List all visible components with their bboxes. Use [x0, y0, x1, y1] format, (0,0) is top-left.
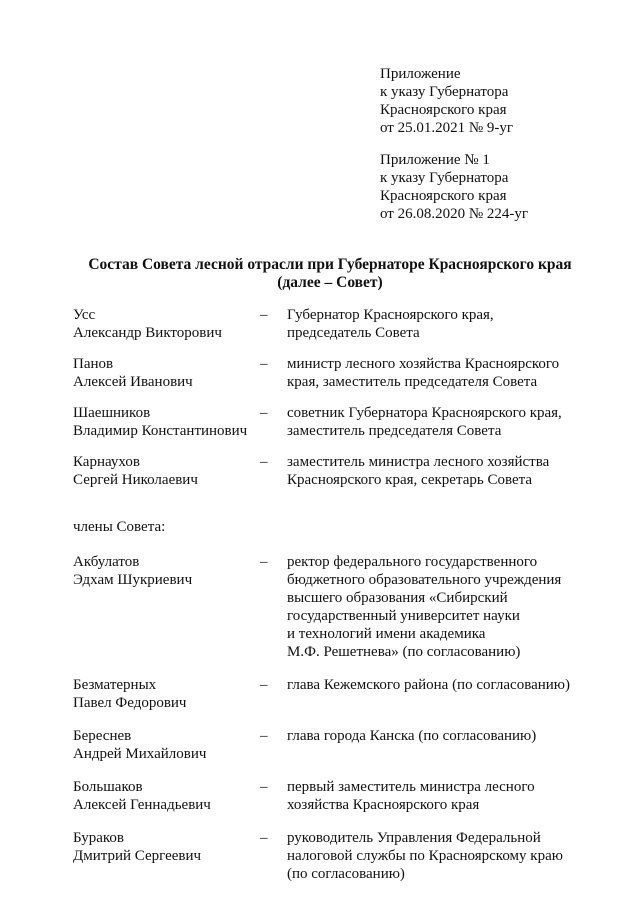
role-line: руководитель Управления Федеральной	[287, 830, 541, 846]
appendix-line: Приложение	[380, 66, 461, 82]
role-line: налоговой службы по Красноярскому краю	[287, 848, 563, 864]
member-row	[73, 453, 633, 489]
members-section-label: члены Совета:	[73, 519, 166, 535]
member-name	[73, 453, 260, 489]
role-line: Красноярского края, секретарь Совета	[287, 472, 533, 488]
role-line: Губернатор Красноярского края,	[287, 307, 494, 323]
dash-separator: –	[260, 356, 268, 372]
role-line: министр лесного хозяйства Красноярского	[287, 356, 560, 372]
dash-separator: –	[260, 779, 268, 795]
appendix-original-header	[380, 151, 630, 223]
member-given-name: Сергей Николаевич	[73, 472, 198, 488]
member-given-name: Эдхам Шукриевич	[73, 572, 193, 588]
title-line-1: Состав Совета лесной отрасли при Губернаторе Красноярского края	[88, 256, 572, 273]
member-role	[287, 829, 633, 883]
document-title	[40, 256, 620, 292]
member-given-name: Александр Викторович	[73, 325, 222, 341]
role-line: и технологий имени академика	[287, 626, 486, 642]
member-role	[287, 676, 633, 694]
role-line: М.Ф. Решетнева» (по согласованию)	[287, 644, 521, 660]
member-name	[73, 553, 260, 589]
dash-separator: –	[260, 405, 268, 421]
member-row	[73, 778, 633, 814]
dash-separator: –	[260, 677, 268, 693]
member-given-name: Дмитрий Сергеевич	[73, 848, 202, 864]
role-line: ректор федерального государственного	[287, 554, 538, 570]
member-row	[73, 553, 633, 661]
role-line: советник Губернатора Красноярского края,	[287, 405, 562, 421]
role-line: хозяйства Красноярского края	[287, 797, 480, 813]
title-line-2: (далее – Совет)	[277, 274, 383, 291]
member-given-name: Алексей Иванович	[73, 374, 193, 390]
appendix-line: Красноярского края	[380, 102, 507, 118]
member-name	[73, 778, 260, 814]
role-line: глава города Канска (по согласованию)	[287, 728, 537, 744]
member-name	[73, 676, 260, 712]
member-surname: Бураков	[73, 830, 125, 846]
member-surname: Карнаухов	[73, 454, 140, 470]
dash-separator: –	[260, 728, 268, 744]
role-line: заместитель министра лесного хозяйства	[287, 454, 550, 470]
member-role	[287, 306, 633, 342]
role-line: первый заместитель министра лесного	[287, 779, 535, 795]
appendix-line: к указу Губернатора	[380, 84, 509, 100]
dash-separator: –	[260, 307, 268, 323]
appendix-line: Красноярского края	[380, 188, 507, 204]
member-surname: Береснев	[73, 728, 132, 744]
member-name	[73, 355, 260, 391]
member-name	[73, 404, 260, 440]
member-row	[73, 727, 633, 763]
role-line: председатель Совета	[287, 325, 420, 341]
member-given-name: Павел Федорович	[73, 695, 187, 711]
appendix-line: Приложение № 1	[380, 152, 490, 168]
member-role	[287, 778, 633, 814]
role-line: высшего образования «Сибирский	[287, 590, 508, 606]
member-role	[287, 727, 633, 745]
member-row	[73, 404, 633, 440]
member-name	[73, 306, 260, 342]
role-line: глава Кежемского района (по согласованию)	[287, 677, 570, 693]
appendix-line: к указу Губернатора	[380, 170, 509, 186]
member-row	[73, 306, 633, 342]
role-line: края, заместитель председателя Совета	[287, 374, 538, 390]
dash-separator: –	[260, 454, 268, 470]
council-composition	[73, 306, 633, 898]
role-line: (по согласованию)	[287, 866, 405, 882]
appendix-line: от 25.01.2021 № 9-уг	[380, 120, 514, 136]
member-given-name: Алексей Геннадьевич	[73, 797, 211, 813]
dash-separator: –	[260, 830, 268, 846]
appendix-line: от 26.08.2020 № 224-уг	[380, 206, 529, 222]
member-row	[73, 355, 633, 391]
member-surname: Усс	[73, 307, 96, 323]
member-surname: Большаков	[73, 779, 143, 795]
member-surname: Панов	[73, 356, 114, 372]
member-role	[287, 355, 633, 391]
appendix-header	[380, 65, 630, 137]
member-name	[73, 829, 260, 865]
member-row	[73, 829, 633, 883]
member-given-name: Владимир Константинович	[73, 423, 248, 439]
member-row	[73, 676, 633, 712]
member-name	[73, 727, 260, 763]
member-given-name: Андрей Михайлович	[73, 746, 207, 762]
member-surname: Безматерных	[73, 677, 157, 693]
role-line: заместитель председателя Совета	[287, 423, 502, 439]
dash-separator: –	[260, 554, 268, 570]
role-line: бюджетного образовательного учреждения	[287, 572, 562, 588]
member-role	[287, 453, 633, 489]
member-role	[287, 404, 633, 440]
member-surname: Акбулатов	[73, 554, 140, 570]
member-role	[287, 553, 633, 661]
role-line: государственный университет науки	[287, 608, 520, 624]
member-surname: Шаешников	[73, 405, 151, 421]
